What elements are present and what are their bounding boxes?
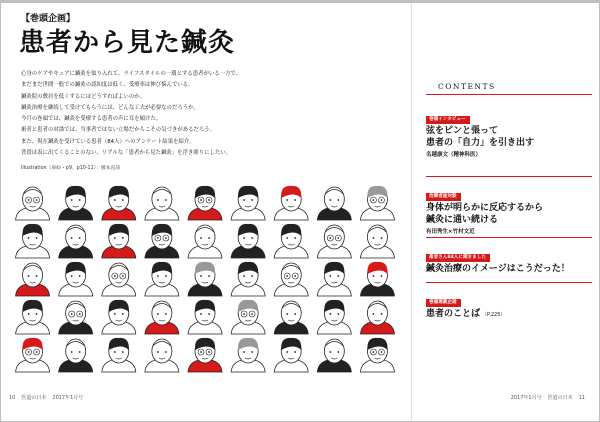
- lead-paragraph: [21, 69, 406, 159]
- face-portrait: [360, 301, 394, 334]
- item-title-line: 鍼灸治療のイメージはこうだった！: [426, 264, 570, 274]
- lead-line: 術者と患者の対談では、当事者ではない立場だからこその気づきがあるだろう。: [21, 127, 216, 134]
- face-portrait: [274, 338, 308, 372]
- lead-line: 心身のケアやキュアに鍼灸を取り入れて、ライフスタイルの一環とする患者がいる一方で、: [21, 71, 242, 77]
- face-portrait: [231, 186, 265, 220]
- face-portrait: [145, 187, 179, 220]
- face-portrait: [274, 301, 308, 334]
- face-portrait: [16, 338, 50, 372]
- lead-line: 鍼灸治療を継続して受けてもらうには、どんな工夫が必要なのだろうか。: [21, 104, 199, 111]
- face-portrait: [360, 262, 394, 296]
- face-portrait: [59, 301, 93, 334]
- face-portrait: [16, 224, 50, 258]
- item-divider: [426, 282, 592, 283]
- face-portrait: [188, 262, 222, 296]
- item-tag: 患者さん84人に聞きました: [426, 254, 490, 262]
- item-title: [426, 203, 596, 226]
- face-portrait: [231, 224, 265, 258]
- item-title: [426, 126, 596, 149]
- folio-issue: 2017年1月号: [52, 395, 84, 401]
- left-page: [1, 3, 411, 421]
- face-portrait: [145, 301, 179, 334]
- face-portrait: [102, 263, 136, 296]
- face-portrait: [16, 263, 50, 296]
- faces-grid: [11, 183, 399, 373]
- lead-line: まだまだ世間一般での鍼灸の認知度は低く、受療率は伸び悩んでいる。: [21, 82, 194, 89]
- face-portrait: [231, 338, 265, 372]
- folio-right: [511, 394, 591, 401]
- item-divider: [426, 237, 592, 238]
- item-tag: 治療者座対談: [426, 193, 461, 201]
- face-portrait: [274, 224, 308, 258]
- item-title-line: 身体が明らかに反応するから: [426, 203, 544, 213]
- face-portrait: [274, 186, 308, 220]
- face-portrait: [145, 224, 179, 258]
- face-portrait: [102, 338, 136, 372]
- lead-line: 鍼灸院の敷居を低くするにはどうすればよいのか。: [21, 93, 145, 100]
- face-portrait: [102, 224, 136, 258]
- item-title-line: 弦をピンと張って: [426, 126, 499, 136]
- contents-heading: CONTENTS: [438, 82, 496, 91]
- face-portrait: [188, 186, 222, 220]
- lead-line: 普段は表に出てくることのない、リアルな「患者から見た鍼灸」を浮き彫りにしたい。: [21, 150, 232, 157]
- illustration-credit: Illustration（扉絵・p9、p10-11）：榎本直哉: [21, 166, 121, 171]
- lead-line: 今月の巻頭では、鍼灸を受療する患者の声に耳を傾けた。: [21, 116, 162, 123]
- right-page: [412, 3, 599, 421]
- folio-page-number: 10: [9, 395, 16, 401]
- item-title-line: 患者のことば: [426, 309, 481, 319]
- item-divider: [426, 176, 592, 177]
- folio-issue: 2017年1月号: [510, 395, 542, 401]
- face-portrait: [102, 186, 136, 220]
- face-portrait: [188, 338, 222, 372]
- face-portrait: [231, 262, 265, 296]
- folio-left: [9, 394, 89, 401]
- face-portrait: [317, 187, 351, 220]
- item-tag: 巻頭連載企画: [426, 299, 461, 307]
- face-portrait: [317, 262, 351, 296]
- contents-item-dialogue[interactable]: [426, 182, 596, 235]
- face-portrait: [59, 339, 93, 372]
- face-portrait: [16, 300, 50, 334]
- item-title-line: 鍼灸に通い続ける: [426, 214, 499, 225]
- patient-faces-illustration: [11, 183, 399, 373]
- item-tag: 巻頭インタビュー: [426, 116, 470, 124]
- folio-magazine: 医道の日本: [547, 395, 573, 401]
- face-portrait: [188, 300, 222, 334]
- face-portrait: [59, 262, 93, 296]
- contents-item-survey[interactable]: [426, 243, 596, 276]
- item-byline: 名越康文（精神科医）: [426, 152, 482, 158]
- contents-item-words[interactable]: [426, 288, 596, 322]
- face-portrait: [16, 187, 50, 220]
- face-portrait: [188, 225, 222, 258]
- item-title-line: 患者の「自力」を引き出す: [426, 137, 535, 148]
- face-portrait: [317, 300, 351, 334]
- face-portrait: [274, 263, 308, 296]
- item-byline: 有田秀生×竹村文近: [426, 229, 475, 235]
- item-page-ref: （P.225）: [482, 312, 506, 318]
- section-kicker: 【巻頭企画】: [21, 14, 76, 24]
- face-portrait: [59, 186, 93, 220]
- folio-page-number: 11: [578, 395, 585, 401]
- face-portrait: [102, 300, 136, 334]
- item-title: [426, 264, 596, 276]
- face-portrait: [145, 339, 179, 372]
- magazine-spread: [1, 3, 599, 421]
- contents-rule: [426, 94, 592, 95]
- face-portrait: [317, 225, 351, 258]
- face-portrait: [360, 225, 394, 258]
- page-title: 患者から見た鍼灸: [19, 28, 236, 58]
- face-portrait: [360, 338, 394, 372]
- face-portrait: [317, 339, 351, 372]
- item-title: [426, 309, 596, 322]
- contents-item-interview[interactable]: [426, 105, 596, 158]
- lead-line: また、現在鍼灸を受けている患者（84人）へのアンケート結果を紹介。: [21, 138, 195, 145]
- face-portrait: [360, 186, 394, 220]
- face-portrait: [231, 300, 265, 334]
- face-portrait: [145, 262, 179, 296]
- face-portrait: [59, 225, 93, 258]
- folio-magazine: 医道の日本: [21, 395, 47, 401]
